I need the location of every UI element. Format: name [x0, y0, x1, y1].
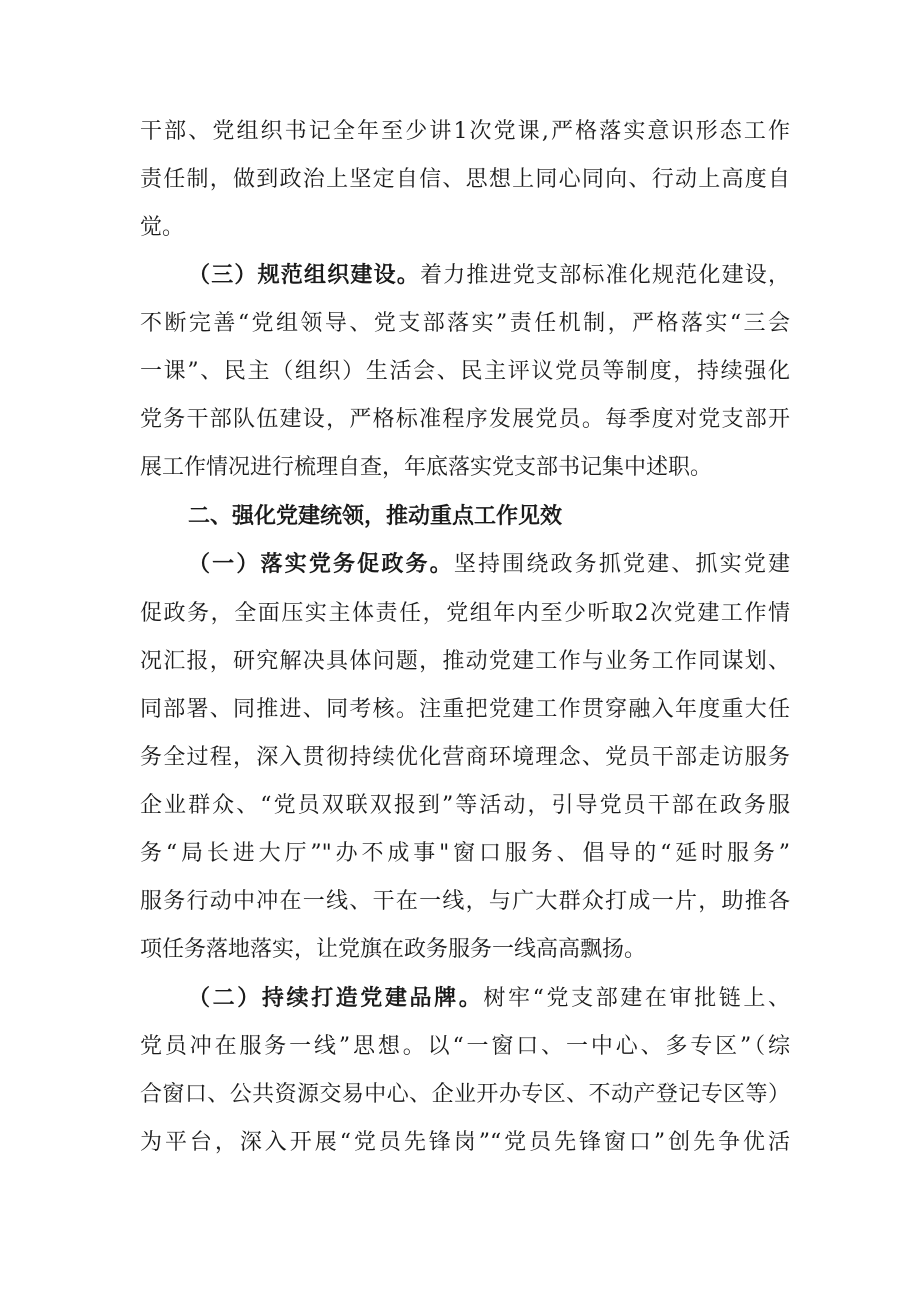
paragraph-line: 务“局长进大厅”"办不成事"窗口服务、倡导的“延时服务” — [140, 841, 790, 866]
paragraph-line: 为平台，深入开展“党员先锋岗”“党员先锋窗口”创先争优活 — [140, 1130, 790, 1155]
paragraph-line: 觉。 — [140, 215, 185, 240]
paragraph-text: 着力推进党支部标准化规范化建设， — [420, 263, 790, 288]
paragraph-line: 促政务，全面压实主体责任，党组年内至少听取2次党建工作情 — [140, 601, 790, 626]
paragraph-line: 合窗口、公共资源交易中心、企业开办专区、不动产登记专区等） — [140, 1082, 790, 1107]
paragraph-line: 项任务落地落实，让党旗在政务服务一线高高飘扬。 — [140, 937, 647, 962]
paragraph-line: 服务行动中冲在一线、干在一线，与广大群众打成一片，助推各 — [140, 889, 790, 914]
paragraph-line: 企业群众、“党员双联双报到”等活动，引导党员干部在政务服 — [140, 793, 790, 818]
paragraph-line: 一课”、民主（组织）生活会、民主评议党员等制度，持续强化 — [140, 359, 790, 384]
paragraph-text: 树牢“党支部建在审批链上、 — [483, 986, 790, 1011]
paragraph-line: 党员冲在服务一线”思想。以“一窗口、一中心、多专区”（综 — [140, 1034, 790, 1059]
paragraph-first-line — [188, 545, 790, 585]
paragraph-line: 干部、党组织书记全年至少讲1次党课,严格落实意识形态工作 — [140, 119, 790, 144]
paragraph-text: 坚持围绕政务抓党建、抓实党建 — [453, 552, 790, 577]
paragraph-first-line — [188, 256, 790, 296]
paragraph-line: 况汇报，研究解决具体问题，推动党建工作与业务工作同谋划、 — [140, 649, 790, 674]
paragraph-line: 不断完善“党组领导、党支部落实”责任机制，严格落实“三会 — [140, 311, 790, 336]
subheading-organization: （三）规范组织建设。 — [188, 263, 420, 288]
subheading-party-brand: （二）持续打造党建品牌。 — [188, 986, 484, 1011]
paragraph-first-line — [188, 979, 790, 1019]
paragraph-line: 党务干部队伍建设，严格标准程序发展党员。每季度对党支部开 — [140, 407, 790, 432]
section-heading: 二、强化党建统领，推动重点工作见效 — [188, 504, 563, 529]
paragraph-line: 同部署、同推进、同考核。注重把党建工作贯穿融入年度重大任 — [140, 697, 790, 722]
paragraph-line: 务全过程，深入贯彻持续优化营商环境理念、党员干部走访服务 — [140, 745, 790, 770]
paragraph-line: 责任制，做到政治上坚定自信、思想上同心同向、行动上高度自 — [140, 167, 790, 192]
paragraph-line: 展工作情况进行梳理自查，年底落实党支部书记集中述职。 — [140, 455, 713, 480]
subheading-party-affairs: （一）落实党务促政务。 — [188, 552, 454, 577]
